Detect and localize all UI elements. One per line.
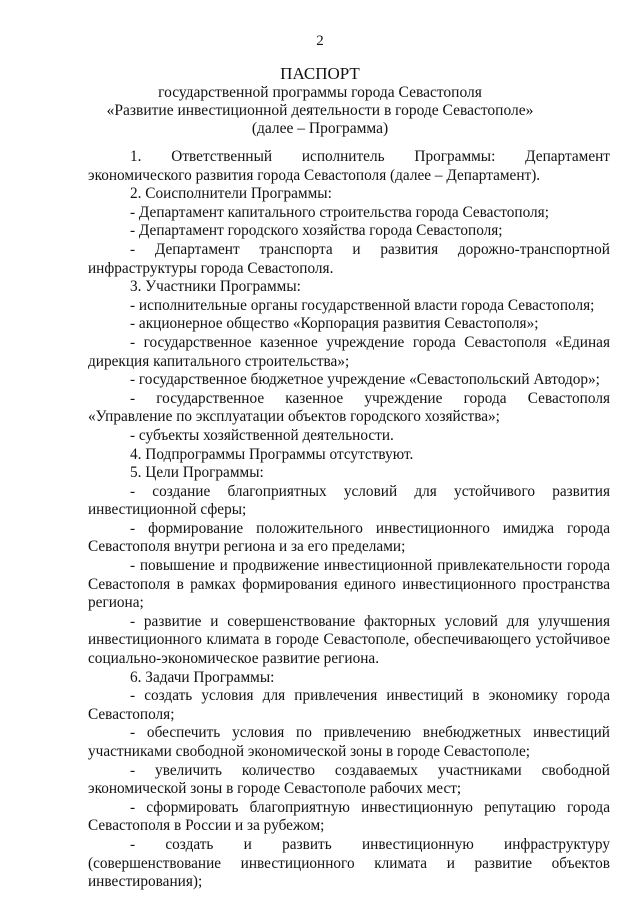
list-item-co-executor: - Департамент городского хозяйства города Севастополя;	[130, 222, 503, 240]
list-item-task: - сформировать благоприятную инвестиционную репутацию города Севастополя в России и за рубежом;	[88, 798, 610, 835]
document-title: ПАСПОРТ	[280, 64, 360, 83]
passport-header	[80, 64, 560, 138]
paragraph-goals-heading: 5. Цели Программы:	[130, 464, 264, 482]
document-subtitle-abbreviation: (далее – Программа)	[251, 120, 389, 137]
paragraph-responsible-executor: 1. Ответственный исполнитель Программы: Департамент экономического развития города Севастополя (далее – Департамент).	[88, 148, 610, 184]
paragraph-co-executors-heading: 2. Соисполнители Программы:	[130, 185, 332, 203]
list-item-task: - создать условия для привлечения инвестиций в экономику города Севастополя;	[88, 687, 610, 723]
page-number: 2	[316, 33, 324, 49]
paragraph-subprograms: 4. Подпрограммы Программы отсутствуют.	[130, 445, 414, 463]
paragraph-tasks-heading: 6. Задачи Программы:	[130, 668, 275, 686]
list-item-task: - обеспечить условия по привлечению внебюджетных инвестиций участниками свободной экономической зоны в городе Севастополе;	[88, 724, 610, 760]
list-item-goal: - развитие и совершенствование факторных условий для улучшения инвестиционного климата в городе Севастополе, обеспечивающего устойчивое социально-экономическое развитие региона.	[88, 612, 610, 668]
list-item-goal: - повышение и продвижение инвестиционной привлекательности города Севастополя в рамках формирования единого инвестиционного пространства региона;	[88, 557, 610, 612]
list-item-participant: - государственное бюджетное учреждение «Севастопольский Автодор»;	[130, 371, 600, 389]
paragraph-participants-heading: 3. Участники Программы:	[130, 278, 301, 296]
list-item-participant: - государственное казенное учреждение города Севастополя «Управление по эксплуатации объектов городского хозяйства»;	[88, 389, 610, 426]
list-item-goal: - создание благоприятных условий для устойчивого развития инвестиционной сферы;	[88, 482, 610, 519]
document-subtitle-name: «Развитие инвестиционной деятельности в городе Севастополе»	[106, 102, 534, 119]
list-item-participant: - исполнительные органы государственной власти города Севастополя;	[130, 296, 595, 314]
list-item-goal: - формирование положительного инвестиционного имиджа города Севастополя внутри региона и за его пределами;	[88, 519, 610, 556]
list-item-participant: - государственное казенное учреждение города Севастополя «Единая дирекция капитального строительства»;	[88, 333, 610, 370]
list-item-task: - создать и развить инвестиционную инфраструктуру (совершенствование инвестиционного климата и развитие объектов инвестирования);	[88, 835, 610, 891]
document-subtitle-program: государственной программы города Севастополя	[158, 84, 482, 101]
list-item-participant: - субъекты хозяйственной деятельности.	[130, 426, 394, 444]
list-item-task: - увеличить количество создаваемых участниками свободной экономической зоны в городе Севастополе рабочих мест;	[88, 761, 610, 798]
list-item-participant: - акционерное общество «Корпорация развития Севастополя»;	[130, 315, 539, 333]
list-item-co-executor: - Департамент транспорта и развития дорожно-транспортной инфраструктуры города Севастополя.	[88, 240, 610, 277]
list-item-co-executor: - Департамент капитального строительства города Севастополя;	[130, 203, 549, 221]
document-body	[88, 148, 610, 892]
